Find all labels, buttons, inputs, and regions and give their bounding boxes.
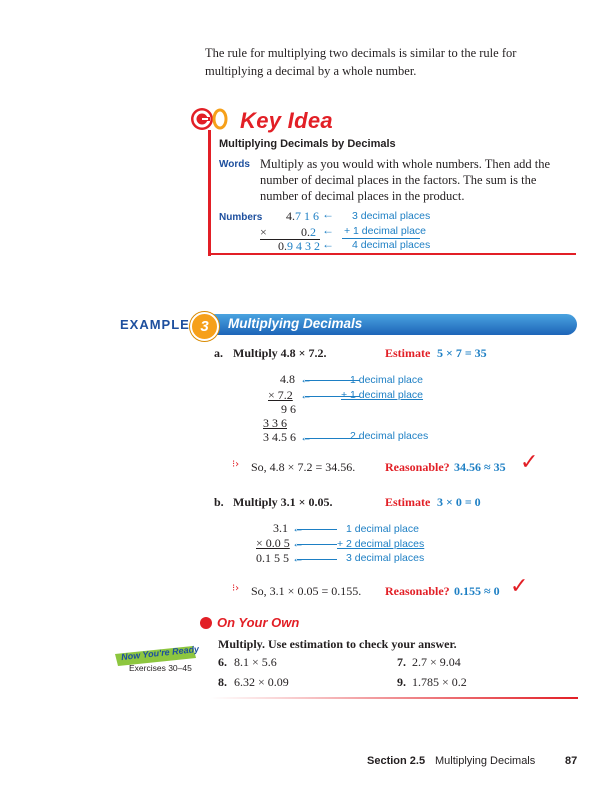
part-a-estimate-label: Estimate (385, 346, 431, 360)
intro-text: The rule for multiplying two decimals is similar to the rule for multiplying a decimal by a whole number. (205, 46, 517, 78)
now-youre-ready-text: Now You're Ready (120, 643, 200, 663)
key-idea-factor2: 0.2 (301, 225, 316, 239)
part-a-conclusion: So, 4.8 × 7.2 = 34.56. (251, 460, 356, 474)
part-a-estimate: 5 × 7 = 35 (437, 346, 487, 360)
example-title: Multiplying Decimals (228, 316, 363, 331)
part-b-estimate-label: Estimate (385, 495, 431, 509)
arrow-left-icon: ← (300, 430, 312, 444)
section-divider (210, 697, 578, 699)
exercise-6-num: 6. (218, 655, 227, 669)
exercise-9-expr: 1.785 × 0.2 (412, 675, 467, 689)
key-idea-subtitle: Multiplying Decimals by Decimals (219, 138, 396, 150)
part-a-note1: 1 decimal place (350, 374, 423, 386)
part-b-factor2: × 0.0 5 (256, 536, 290, 550)
part-b-reasonable-label: Reasonable? (385, 584, 450, 598)
checkmark-icon: ✓ (510, 574, 529, 599)
footer-title: Multiplying Decimals (435, 755, 536, 767)
on-your-own-instruction: Multiply. Use estimation to check your answer. (218, 637, 457, 651)
words-label: Words (219, 159, 250, 170)
arrow-left-icon: ← (300, 372, 312, 386)
page-number: 87 (565, 755, 578, 767)
note-plus-1-place: + 1 decimal place (344, 225, 427, 237)
part-a-partial2: 3 3 6 (263, 416, 287, 430)
part-b-reasonable: 0.155 ≈ 0 (454, 584, 500, 598)
example-number-badge: 3 (190, 312, 219, 341)
part-b-factor1: 3.1 (273, 521, 288, 535)
exercise-6-expr: 8.1 × 5.6 (234, 655, 277, 669)
part-b-note3: 3 decimal places (346, 552, 425, 564)
on-your-own-title: On Your Own (217, 615, 300, 630)
part-a-reasonable-label: Reasonable? (385, 460, 450, 474)
key-idea-factor1: 4.7 1 6 (286, 209, 319, 223)
part-b-prompt: Multiply 3.1 × 0.05. (233, 495, 333, 509)
part-b-label: b. (214, 495, 224, 509)
exercise-7-num: 7. (397, 655, 406, 669)
conclusion-arrow-icon: ⁝› (232, 459, 240, 470)
part-a-product: 3 4.5 6 (263, 430, 296, 444)
arrow-left-icon: ← (292, 551, 304, 565)
part-b-conclusion: So, 3.1 × 0.05 = 0.155. (251, 584, 362, 598)
note-3-places: 3 decimal places (352, 210, 431, 222)
exercise-8-expr: 6.32 × 0.09 (234, 675, 289, 689)
now-youre-ready-badge (113, 644, 198, 674)
arrow-left-icon: ← (292, 521, 304, 535)
arrow-left-icon: ← (322, 237, 334, 251)
part-a-note2: + 1 decimal place (341, 389, 424, 401)
exercise-7-expr: 2.7 × 9.04 (412, 655, 461, 669)
arrow-left-icon: ← (292, 536, 304, 550)
conclusion-arrow-icon: ⁝› (232, 583, 240, 594)
exercise-8-num: 8. (218, 675, 227, 689)
part-b-product: 0.1 5 5 (256, 551, 289, 565)
arrow-left-icon: ← (322, 207, 334, 221)
key-idea-times: × (260, 225, 267, 239)
part-b-estimate: 3 × 0 = 0 (437, 495, 481, 509)
key-idea-product: 0.9 4 3 2 (278, 239, 320, 253)
footer-section: Section 2.5 (367, 755, 426, 767)
key-idea-title: Key Idea (240, 108, 333, 133)
key-idea-border-bottom (208, 253, 576, 255)
key-idea-border-left (208, 130, 211, 256)
part-a-label: a. (214, 346, 223, 360)
arrow-left-icon: ← (300, 388, 312, 402)
exercise-9-num: 9. (397, 675, 406, 689)
note-4-places: 4 decimal places (352, 239, 431, 251)
arrow-left-icon: ← (322, 223, 334, 237)
part-b-note2: + 2 decimal places (337, 538, 425, 550)
part-a-reasonable: 34.56 ≈ 35 (454, 460, 506, 474)
part-a-prompt: Multiply 4.8 × 7.2. (233, 346, 327, 360)
numbers-label: Numbers (219, 212, 263, 223)
on-your-own-dot-icon (200, 617, 212, 629)
part-a-factor2: × 7.2 (268, 388, 293, 402)
part-a-partial1: 9 6 (281, 402, 296, 416)
part-a-note3: 2 decimal places (350, 430, 429, 442)
checkmark-icon: ✓ (520, 450, 539, 475)
exercises-range: Exercises 30–45 (129, 663, 192, 673)
words-text: Multiply as you would with whole numbers. Then add the number of decimal places in the factors. The sum is the number of decimal places in the product. (260, 157, 551, 203)
part-b-note1: 1 decimal place (346, 523, 419, 535)
part-a-factor1: 4.8 (280, 372, 295, 386)
key-idea-icon (190, 106, 238, 132)
example-label: EXAMPLE (120, 317, 190, 332)
